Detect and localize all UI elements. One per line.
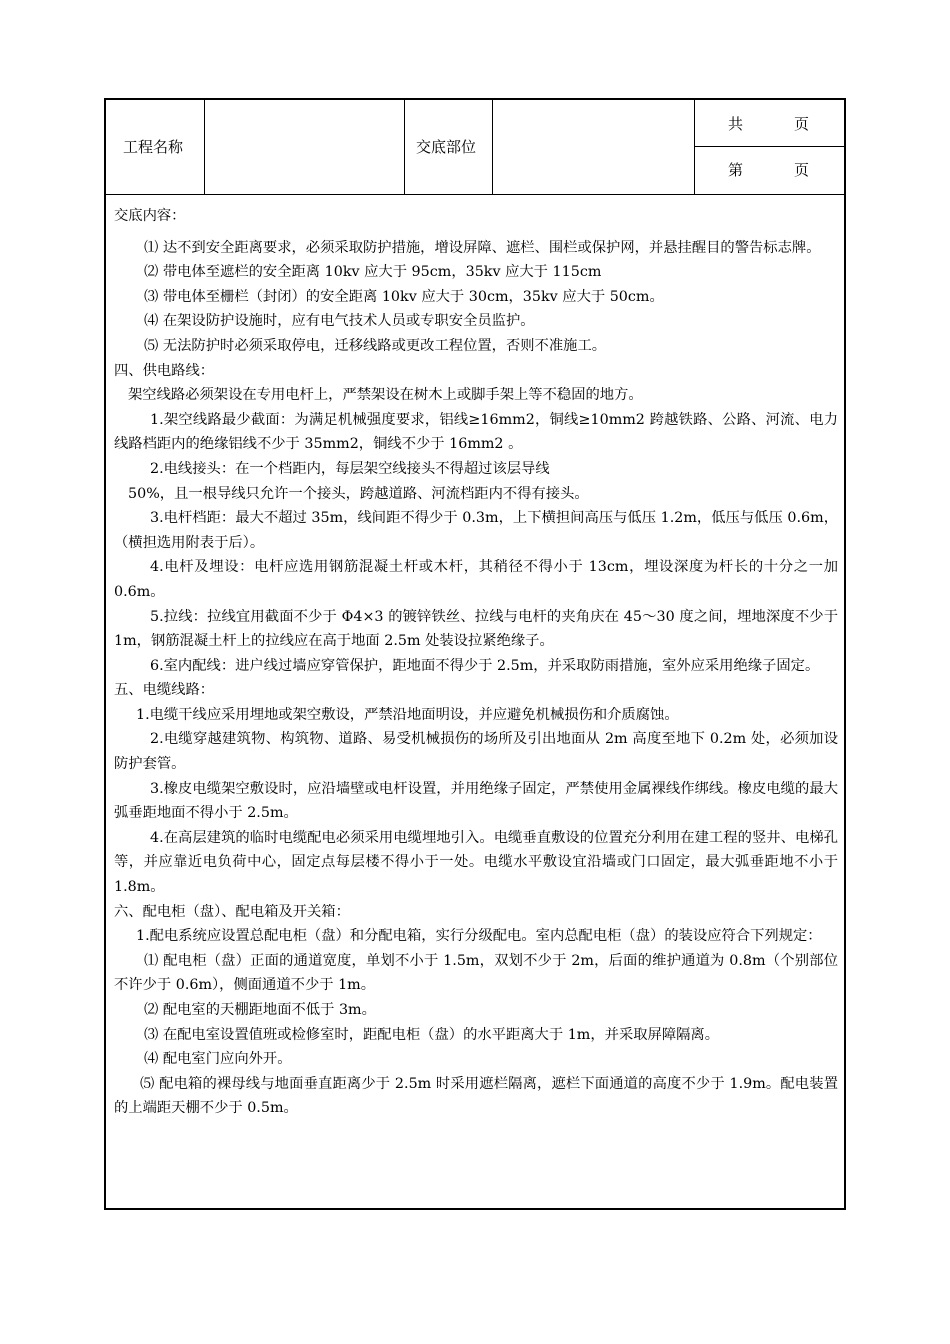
divider (404, 100, 405, 194)
content-paragraph: 6.室内配线：进户线过墙应穿管保护，距地面不得少于 2.5m，并采取防雨措施，室外应采用绝缘子固定。 (150, 657, 820, 674)
header-row (106, 100, 844, 195)
page-number-suffix: 页 (794, 161, 810, 179)
content-paragraph: 2.电线接头：在一个档距内，每层架空线接头不得超过该层导线 (150, 460, 550, 477)
content-paragraph: ⑴ 达不到安全距离要求，必须采取防护措施，增设屏障、遮栏、围栏或保护网，并悬挂醒目的警告标志牌。 (144, 239, 821, 256)
content-paragraph: 2.电缆穿越建筑物、构筑物、道路、易受机械损伤的场所及引出地面从 2m 高度至地下 0.2m 处，必须加设防护套管。 (114, 731, 838, 773)
page-number-prefix: 第 (728, 161, 744, 179)
content-paragraph: ⑵ 带电体至遮栏的安全距离 10kv 应大于 95cm，35kv 应大于 115cm (144, 264, 602, 281)
content-paragraph: ⑴ 配电柜（盘）正面的通道宽度，单划不小于 1.5m，双划不少于 2m，后面的维护通道为 0.8m（个别部位不许少于 0.6m），侧面通道不少于 1m。 (114, 952, 838, 994)
location-label: 交底部位 (416, 138, 477, 156)
content-title: 交底内容： (114, 208, 186, 224)
section-heading: 四、供电路线： (114, 362, 215, 379)
divider (492, 100, 493, 194)
content-paragraph: 3.电杆档距：最大不超过 35m，线间距不得少于 0.3m，上下横担间高压与低压 1.2m，低压与低压 0.6m，（横担选用附表于后）。 (114, 510, 838, 551)
total-pages-prefix: 共 (728, 115, 744, 133)
content-paragraph: ⑷ 配电室门应向外开。 (144, 1051, 292, 1068)
content-paragraph: ⑶ 带电体至栅栏（封闭）的安全距离 10kv 应大于 30cm，35kv 应大于 50cm。 (144, 288, 664, 305)
total-pages-suffix: 页 (794, 115, 810, 133)
content-paragraph: 架空线路必须架设在专用电杆上，严禁架设在树木上或脚手架上等不稳固的地方。 (128, 387, 643, 404)
divider (204, 100, 205, 194)
content-paragraph: 1.电缆干线应采用埋地或架空敷设，严禁沿地面明设，并应避免机械损伤和介质腐蚀。 (136, 706, 679, 723)
content-paragraph: 50%，且一根导线只允许一个接头，跨越道路、河流档距内不得有接头。 (128, 485, 589, 502)
content-paragraph: ⑵ 配电室的天棚距地面不低于 3m。 (144, 1002, 376, 1018)
content-paragraph: 1.配电系统应设置总配电柜（盘）和分配电箱，实行分级配电。室内总配电柜（盘）的装设应符合下列规定： (136, 928, 822, 945)
divider (694, 146, 844, 147)
disclosure-content (114, 204, 838, 1121)
content-paragraph: 1.架空线路最少截面：为满足机械强度要求，铝线≥16mm2，铜线≥10mm2 跨越铁路、公路、河流、电力线路档距内的绝缘铝线不少于 35mm2，铜线不少于 16mm2 。 (114, 411, 838, 453)
section-heading: 五、电缆线路： (114, 682, 215, 699)
content-paragraph: 4.电杆及埋设：电杆应选用钢筋混凝土杆或木杆，其稍径不得小于 13cm，埋设深度为杆长的十分之一加 0.6m。 (114, 559, 838, 600)
content-paragraph: 4.在高层建筑的临时电缆配电必须采用电缆埋地引入。电缆垂直敷设的位置充分利用在建工程的竖井、电梯孔等，并应靠近电负荷中心，固定点每层楼不得小于一处。电缆水平敷设宜沿墙或门口固定，最大弧垂距地不小于 1.8m。 (114, 829, 838, 896)
content-paragraph: ⑸ 无法防护时必须采取停电，迁移线路或更改工程位置，否则不准施工。 (144, 337, 607, 354)
content-paragraph: ⑷ 在架设防护设施时，应有电气技术人员或专职安全员监护。 (144, 313, 535, 330)
content-paragraph: 3.橡皮电缆架空敷设时，应沿墙壁或电杆设置，并用绝缘子固定，严禁使用金属裸线作绑线。橡皮电缆的最大弧垂距地面不得小于 2.5m。 (114, 780, 838, 822)
section-heading: 六、配电柜（盘）、配电箱及开关箱： (114, 903, 350, 920)
project-name-label: 工程名称 (123, 138, 184, 156)
divider (694, 100, 695, 194)
content-paragraph: ⑸ 配电箱的裸母线与地面垂直距离少于 2.5m 时采用遮栏隔离，遮栏下面通道的高度不少于 1.9m。配电装置的上端距天棚不少于 0.5m。 (114, 1075, 838, 1117)
content-paragraph: ⑶ 在配电室设置值班或检修室时，距配电柜（盘）的水平距离大于 1m，并采取屏障隔离。 (144, 1026, 720, 1043)
content-paragraph: 5.拉线：拉线宜用截面不少于 Φ4×3 的镀锌铁丝、拉线与电杆的夹角庆在 45～30 度之间，埋地深度不少于 1m，钢筋混凝土杆上的拉线应在高于地面 2.5m 处装设拉紧绝缘子。 (114, 608, 838, 650)
disclosure-form (104, 98, 846, 1210)
